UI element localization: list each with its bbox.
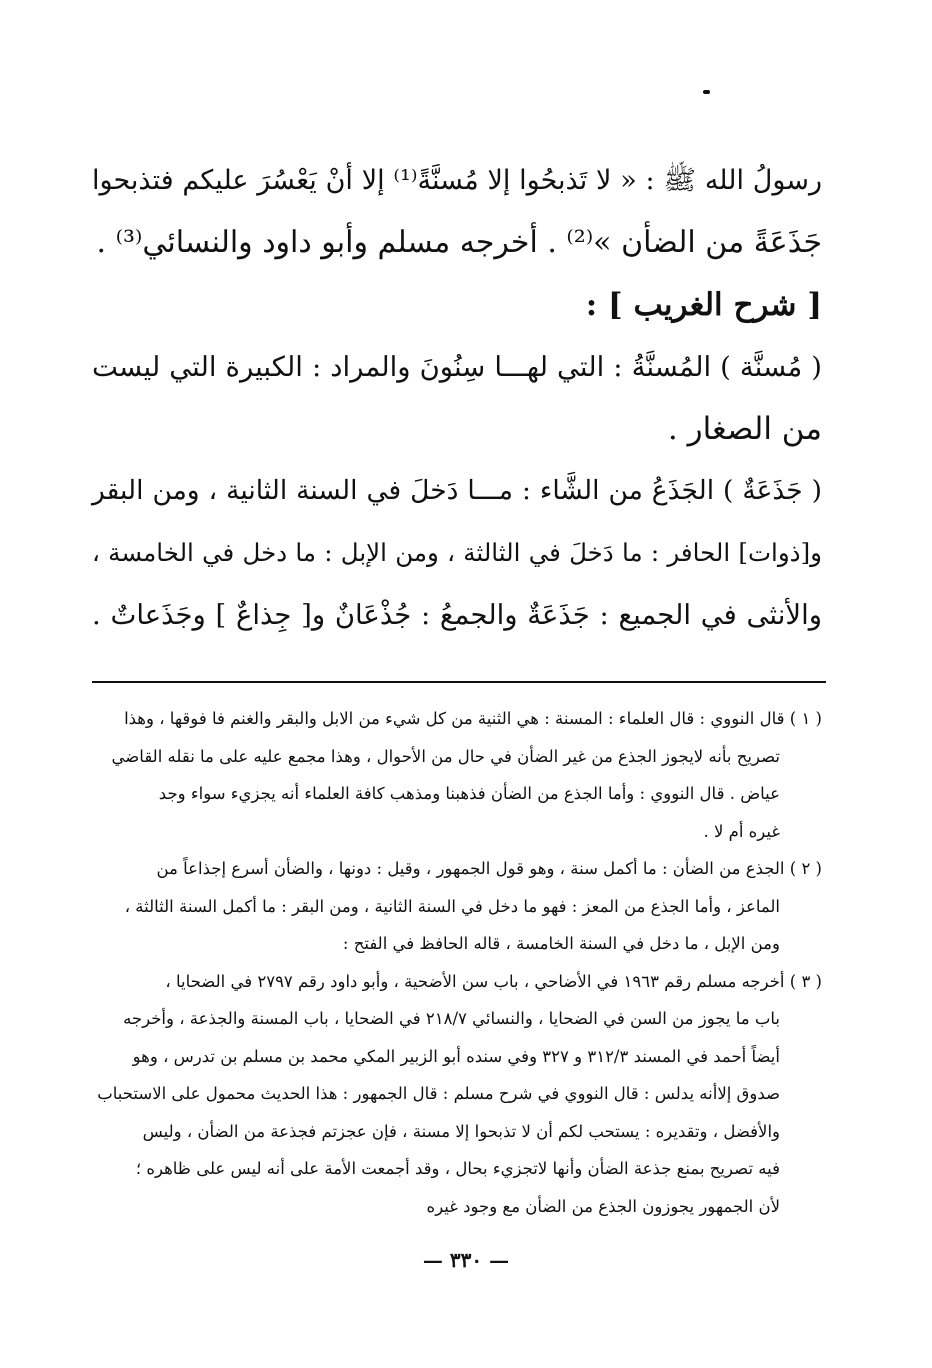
footnote-line: تصريح بأنه لايجوز الجذع من غير الضأن في حال من الأحوال ، وهذا مجمع عليه على ما نقله القاضي bbox=[111, 746, 780, 766]
footnote-line: صدوق إلاأنه يدلس : قال النووي في شرح مسلم : قال الجمهور : هذا الحديث محمول على الاستحباب bbox=[97, 1084, 780, 1103]
page-speck bbox=[703, 90, 710, 94]
section-heading: [ شرح الغريب ] : bbox=[585, 287, 822, 323]
main-line: ( جَذَعَةٌ ) الجَذَعُ من الشَّاء : مـــا دَخلَ في السنة الثانية ، ومن البقر bbox=[92, 475, 822, 506]
footnote-line: الماعز ، وأما الجذع من المعز : فهو ما دخل في السنة الثانية ، ومن البقر : ما أكمل السنة الثالثة ، bbox=[124, 896, 780, 916]
footnote-separator bbox=[92, 681, 826, 683]
footnote-line: ( ٣ ) أخرجه مسلم رقم ١٩٦٣ في الأضاحي ، باب سن الأضحية ، وأبو داود رقم ٢٧٩٧ في الضحايا ، bbox=[165, 971, 822, 991]
footnotes bbox=[92, 700, 822, 1225]
footnote-line: عياض . قال النووي : وأما الجذع من الضأن فذهبنا ومذهب كافة العلماء أنه يجزيء سواء وجد bbox=[158, 784, 780, 803]
footnote-line: ( ١ ) قال النووي : قال العلماء : المسنة : هي الثنية من كل شيء من الابل والبقر والغنم فا فوقها ، وهذا bbox=[124, 709, 822, 728]
footnote-line: والأفضل ، وتقديره : يستحب لكم أن لا تذبحوا إلا مسنة ، فإن عجزتم فجذعة من الضأن ، وليس bbox=[142, 1121, 780, 1141]
footnote-line: لأن الجمهور يجوزون الجذع من الضأن مع وجود غيره bbox=[426, 1196, 780, 1216]
main-line: والأنثى في الجميع : جَذَعَةٌ والجمعُ : جُذْعَانٌ و[ جِذاعٌ ] وجَذَعاتٌ . bbox=[92, 599, 822, 631]
footnote-line: باب ما يجوز من السن في الضحايا ، والنسائي ٢١٨/٧ في الضحايا ، باب المسنة والجذعة ، وأخرجه bbox=[123, 1009, 780, 1028]
footnote-line: ومن الإبل ، ما دخل في السنة الخامسة ، قاله الحافظ في الفتح : bbox=[342, 934, 780, 953]
main-line: رسولُ الله ﷺ : « لا تَذبحُوا إلا مُسنَّةً⁽¹⁾ إلا أنْ يَعْسُرَ عليكم فتذبحوا bbox=[92, 165, 822, 196]
main-text bbox=[92, 150, 822, 646]
main-line: و[ذوات] الحافر : ما دَخلَ في الثالثة ، ومن الإبل : ما دخل في الخامسة ، bbox=[92, 538, 822, 567]
footnote-line: ( ٢ ) الجذع من الضأن : ما أكمل سنة ، وهو قول الجمهور ، وقيل : دونها ، والضأن أسرع إجذاعاً من bbox=[156, 859, 822, 878]
main-line: من الصغار . bbox=[667, 411, 822, 447]
footnote-line: غيره أم لا . bbox=[703, 821, 780, 841]
page-number: — ٣٣٠ — bbox=[422, 1248, 510, 1272]
main-line: جَذَعَةً من الضأن »⁽²⁾ . أخرجه مسلم وأبو داود والنسائي⁽³⁾ . bbox=[96, 225, 822, 260]
main-line: ( مُسنَّة ) المُسنَّةُ : التي لهـــا سِنُونَ والمراد : الكبيرة التي ليست bbox=[92, 351, 822, 383]
footnote-line: أيضاً أحمد في المسند ٣١٢/٣ و ٣٢٧ وفي سنده أبو الزبير المكي محمد بن مسلم بن تدرس ، وهو bbox=[132, 1046, 780, 1066]
footnote-line: فيه تصريح بمنع جذعة الضأن وأنها لاتجزيء بحال ، وقد أجمعت الأمة على أنه ليس على ظاهره ؛ bbox=[135, 1159, 780, 1178]
